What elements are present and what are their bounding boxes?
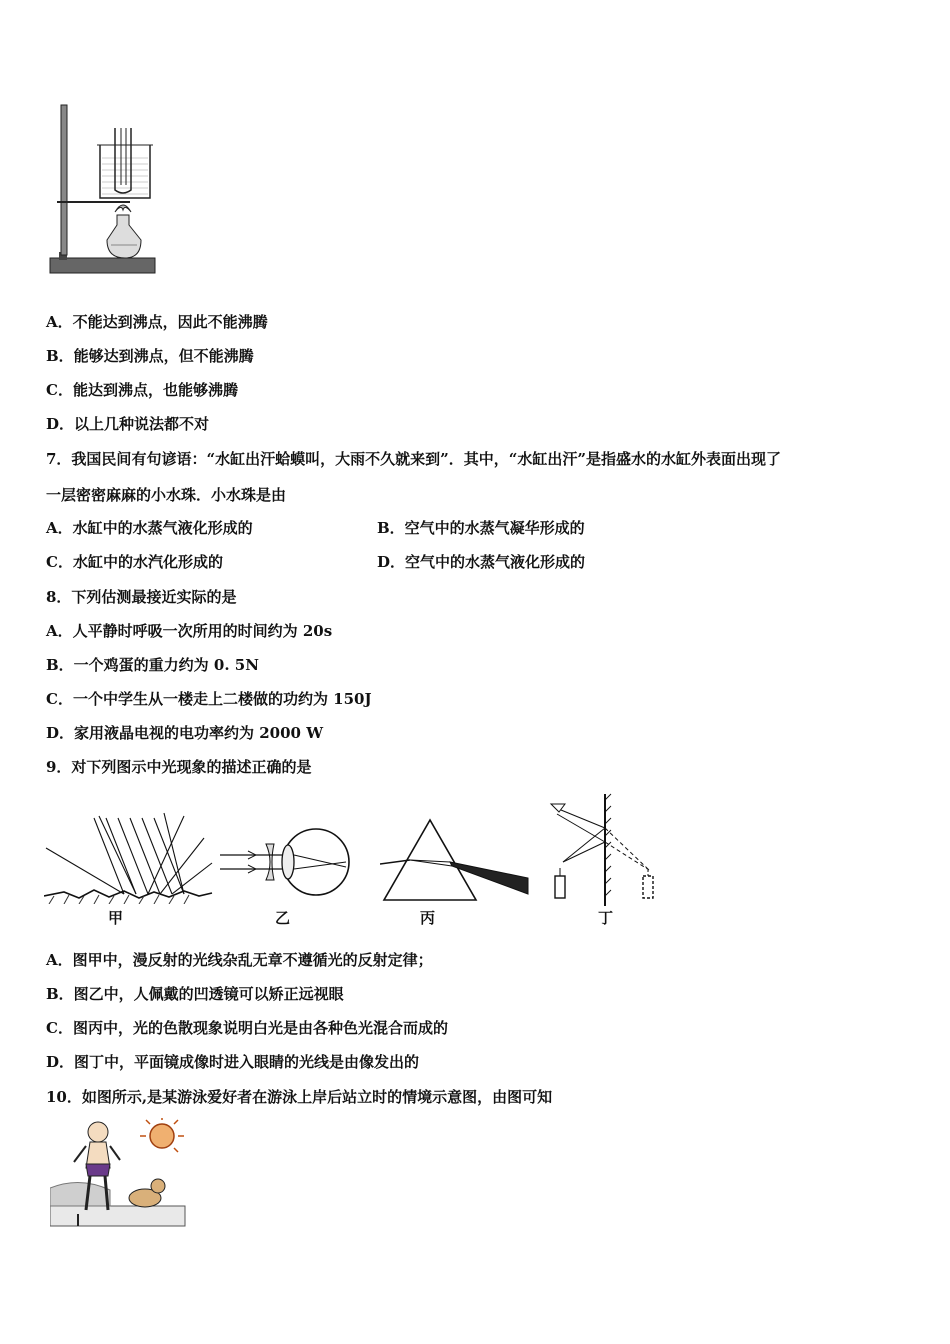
q8-stem: 8．下列估测最接近实际的是 <box>46 588 237 606</box>
q8-option-b: B．一个鸡蛋的重力约为 0. 5N <box>46 656 259 674</box>
q7-option-a: A．水缸中的水蒸气液化形成的 <box>46 519 253 537</box>
q9-option-a: A．图甲中，漫反射的光线杂乱无章不遵循光的反射定律； <box>46 951 433 969</box>
q9-option-d: D．图丁中，平面镜成像时进入眼睛的光线是由像发出的 <box>46 1053 420 1071</box>
q7-stem-line1: 7．我国民间有句谚语：“水缸出汗蛤蟆叫，大雨不久就来到”．其中，“水缸出汗”是指盛水的水缸外表面出现了 <box>46 450 781 468</box>
q8-option-a: A．人平静时呼吸一次所用的时间约为 20s <box>46 622 333 640</box>
figure-yi-label: 乙 <box>275 909 291 927</box>
q6-option-c: C．能达到沸点，也能够沸腾 <box>46 381 238 399</box>
q10-stem: 10．如图所示,是某游泳爱好者在游泳上岸后站立时的情境示意图，由图可知 <box>46 1088 553 1106</box>
q9-stem: 9．对下列图示中光现象的描述正确的是 <box>46 758 312 776</box>
q6-option-a: A．不能达到沸点，因此不能沸腾 <box>46 313 268 331</box>
swimmer-figure <box>50 1118 190 1230</box>
figure-bing-label: 丙 <box>420 909 436 927</box>
q8-option-d: D．家用液晶电视的电功率约为 2000 W <box>46 724 324 742</box>
figure-jia-diffuse-reflection <box>44 808 214 904</box>
q8-option-c: C．一个中学生从一楼走上二楼做的功约为 150J <box>46 690 372 708</box>
figure-ding-plane-mirror <box>545 790 660 908</box>
q7-option-d: D．空气中的水蒸气液化形成的 <box>377 553 586 571</box>
figure-yi-eye-lens <box>218 822 353 902</box>
figure-jia-label: 甲 <box>108 909 124 927</box>
figure-bing-prism-dispersion <box>380 816 530 904</box>
q6-option-b: B．能够达到沸点，但不能沸腾 <box>46 347 254 365</box>
q7-stem-line2: 一层密密麻麻的小水珠．小水珠是由 <box>46 486 287 504</box>
q7-option-c: C．水缸中的水汽化形成的 <box>46 553 223 571</box>
boiling-apparatus-figure <box>45 100 160 280</box>
q9-option-c: C．图丙中，光的色散现象说明白光是由各种色光混合而成的 <box>46 1019 448 1037</box>
q6-option-d: D．以上几种说法都不对 <box>46 415 210 433</box>
figure-ding-label: 丁 <box>598 909 614 927</box>
q9-option-b: B．图乙中，人佩戴的凹透镜可以矫正远视眼 <box>46 985 344 1003</box>
q7-option-b: B．空气中的水蒸气凝华形成的 <box>377 519 585 537</box>
